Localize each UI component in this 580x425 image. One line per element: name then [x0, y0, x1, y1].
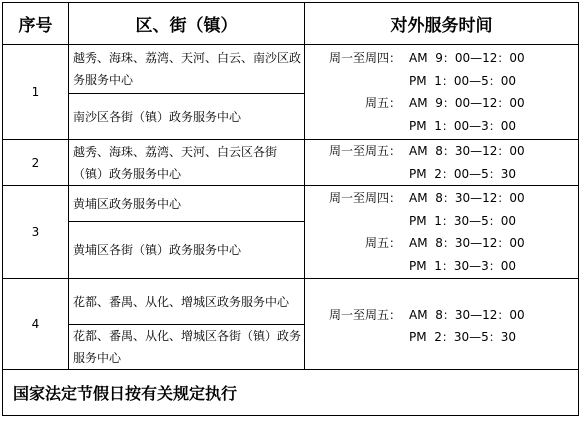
header-district: 区、街（镇） [69, 3, 305, 45]
row-number: 2 [3, 140, 69, 186]
header-no: 序号 [3, 3, 69, 45]
district-cell: 南沙区各街（镇）政务服务中心 [69, 94, 305, 140]
table-row [3, 45, 579, 94]
header-row [3, 3, 579, 45]
header-hours: 对外服务时间 [305, 3, 579, 45]
district-cell: 花都、番禺、从化、增城区各街（镇）政务服务中心 [69, 325, 305, 370]
row-number: 1 [3, 45, 69, 140]
schedule-cell: 周一至周五： AM 8：30—12：00 PM 2：00—5：30 [305, 140, 579, 186]
footer-row [3, 370, 579, 416]
row-number: 3 [3, 186, 69, 279]
schedule-cell: 周一至周四： AM 9：00—12：00 PM 1：00—5：00 周五： AM 9：00—12：00 PM 1：00—3：00 [305, 45, 579, 140]
district-cell: 越秀、海珠、荔湾、天河、白云区各街（镇）政务服务中心 [69, 140, 305, 186]
table-row [3, 279, 579, 325]
service-hours-table [2, 2, 579, 416]
row-number: 4 [3, 279, 69, 370]
district-cell: 黄埔区政务服务中心 [69, 186, 305, 222]
district-cell: 黄埔区各街（镇）政务服务中心 [69, 222, 305, 279]
district-cell: 花都、番禺、从化、增城区政务服务中心 [69, 279, 305, 325]
holiday-note: 国家法定节假日按有关规定执行 [3, 370, 579, 416]
schedule-cell: 周一至周四： AM 8：30—12：00 PM 1：30—5：00 周五： AM 8：30—12：00 PM 1：30—3：00 [305, 186, 579, 279]
table-row [3, 140, 579, 186]
schedule-cell: 周一至周五： AM 8：30—12：00 PM 2：30—5：30 [305, 279, 579, 370]
table-row [3, 186, 579, 222]
district-cell: 越秀、海珠、荔湾、天河、白云、南沙区政务服务中心 [69, 45, 305, 94]
